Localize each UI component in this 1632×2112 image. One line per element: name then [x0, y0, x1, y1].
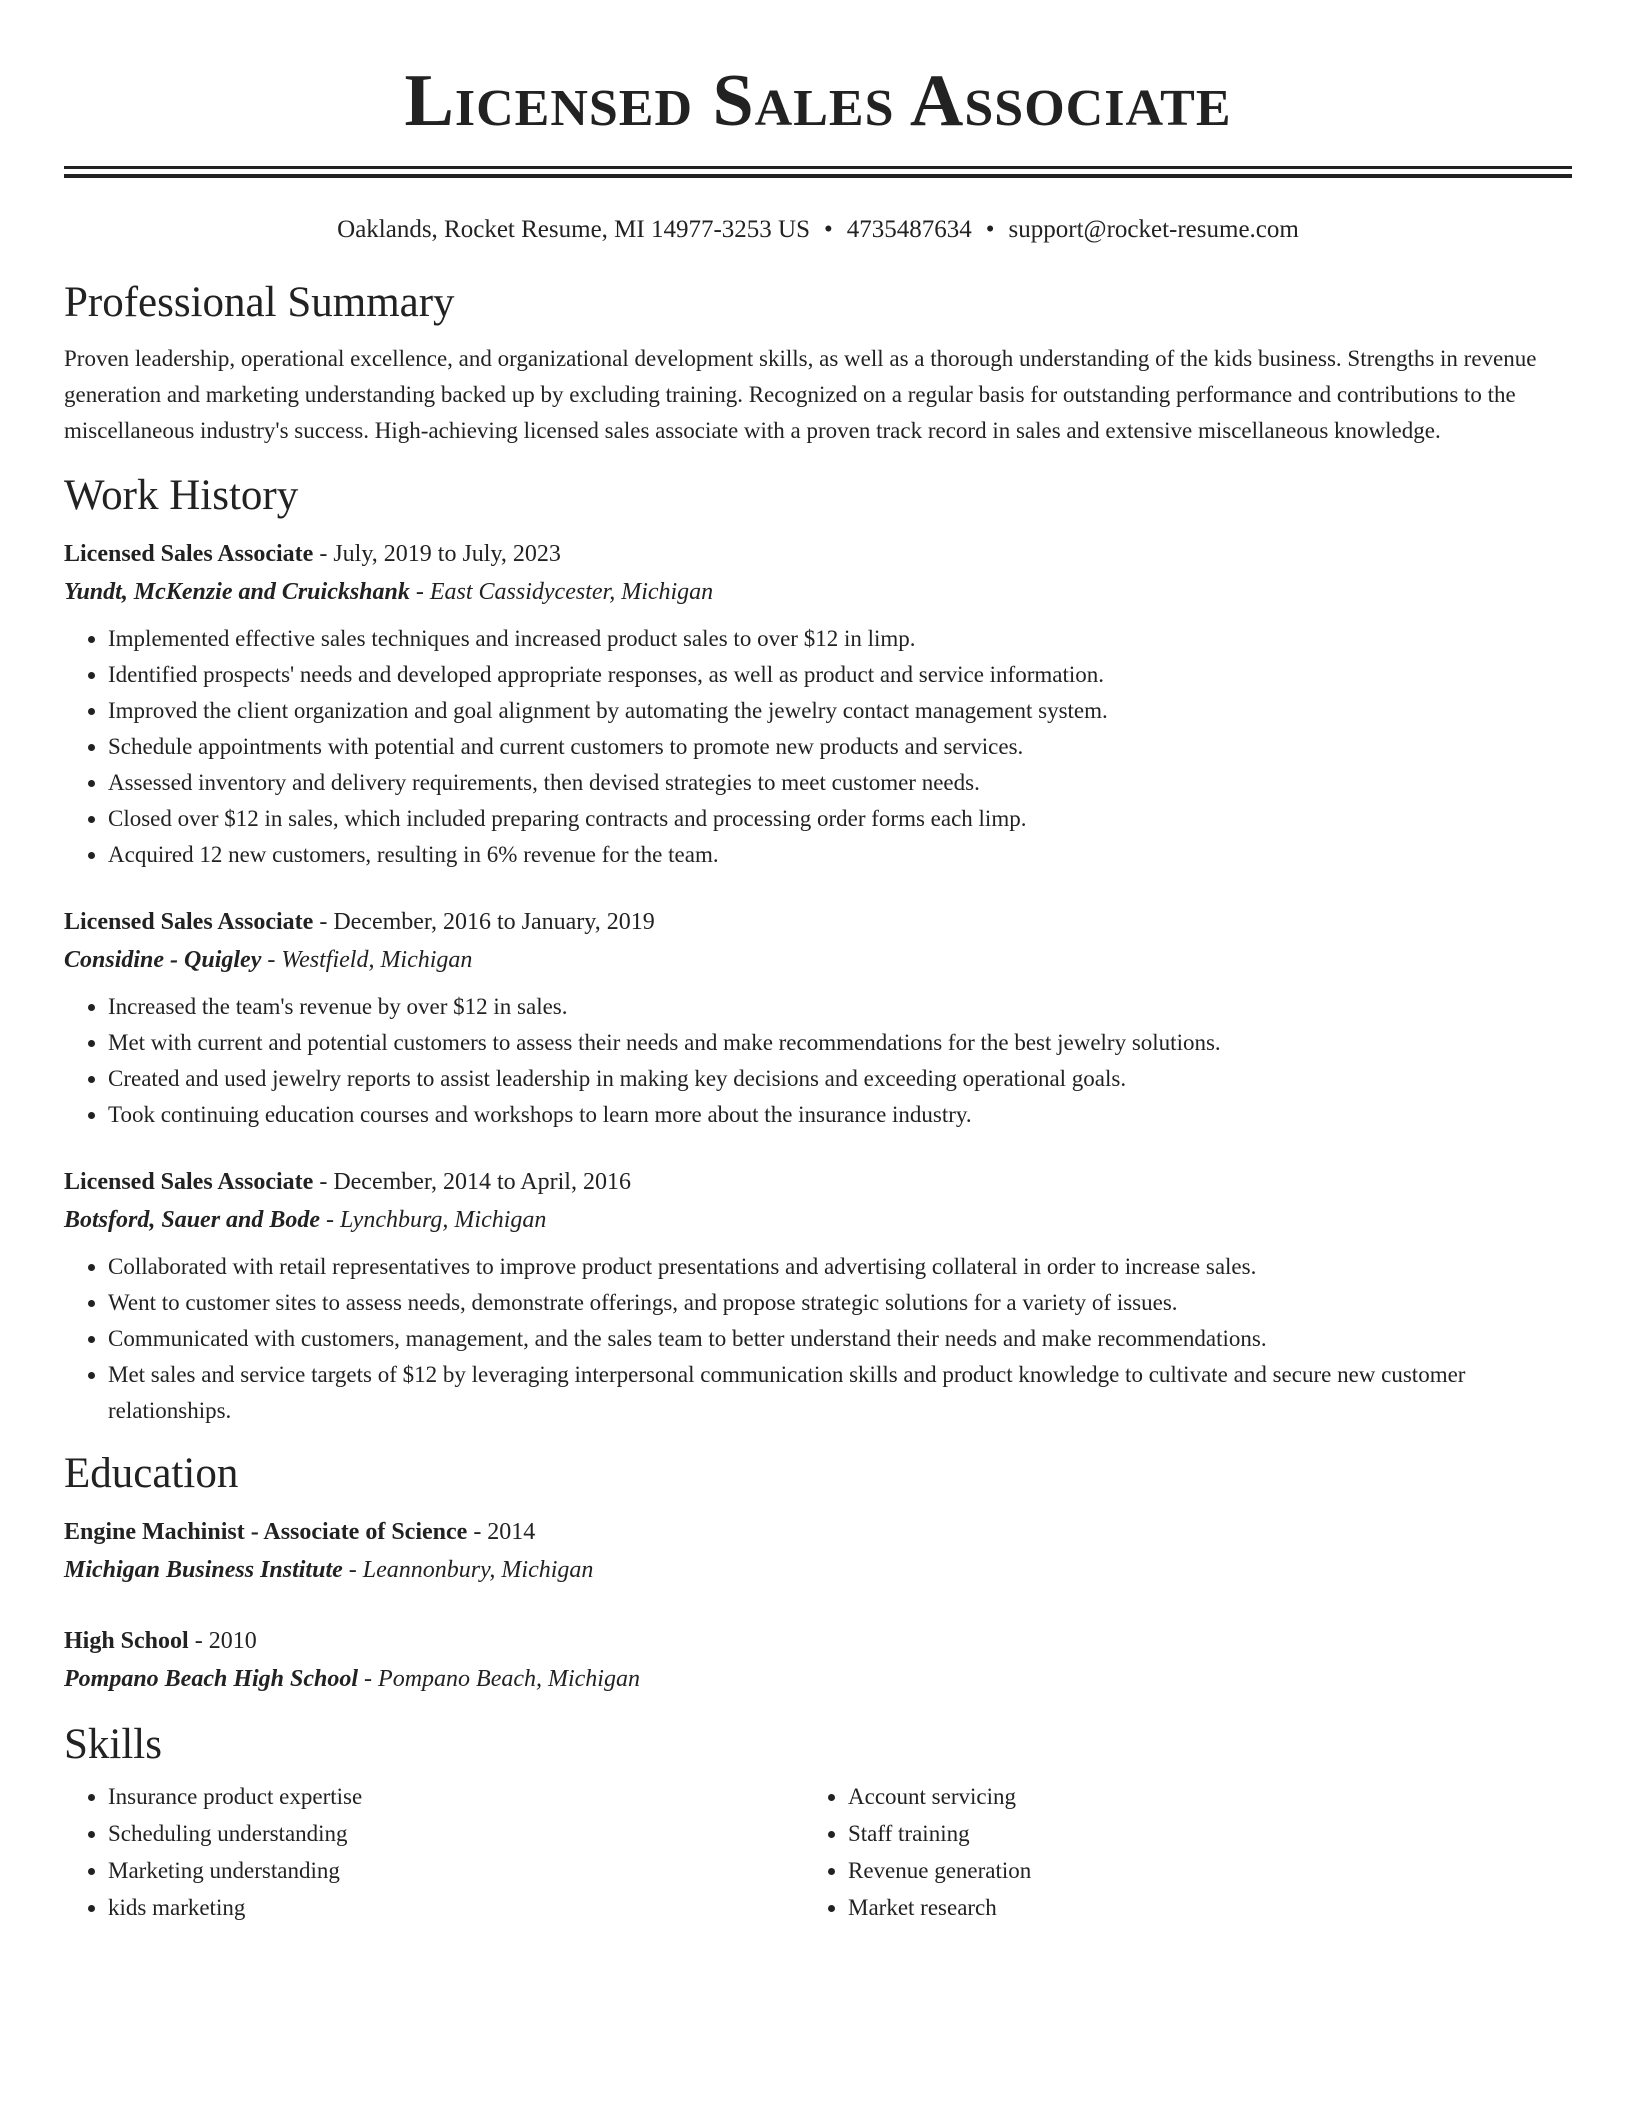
job-company-line: [64, 941, 1572, 979]
job-dates: - July, 2019 to July, 2023: [313, 541, 561, 567]
contact-separator: •: [985, 216, 995, 243]
section-title-skills: Skills: [64, 1721, 162, 1768]
section-title-summary: Professional Summary: [64, 279, 455, 326]
job-bullets: [64, 989, 1572, 1133]
job-bullet: • Went to customer sites to assess needs, demonstrate offerings, and propose strategic solutions for a variety of issues.: [108, 1285, 1572, 1321]
education-school: Pompano Beach High School: [64, 1666, 359, 1692]
job-bullet: • Improved the client organization and goal alignment by automating the jewelry contact management system.: [108, 693, 1572, 729]
education-entry: [64, 1513, 1572, 1589]
job-bullet: • Identified prospects' needs and developed appropriate responses, as well as product and service information.: [108, 657, 1572, 693]
job-entry: [64, 535, 1572, 873]
job-company: Botsford, Sauer and Bode: [64, 1207, 321, 1233]
job-heading: [64, 535, 1572, 573]
section-title-work: Work History: [64, 472, 299, 519]
job-bullet: • Schedule appointments with potential and current customers to promote new products and services.: [108, 729, 1572, 765]
contact-email: support@rocket-resume.com: [1008, 216, 1299, 243]
contact-line: [64, 214, 1572, 246]
summary-text: Proven leadership, operational excellence, and organizational development skills, as well as a thorough understanding of the kids business. Strengths in revenue generation and marketing understanding backed up by excluding training. Recognized on a regular basis for outstanding performance and contributions to the miscellaneous industry's success. High-achieving licensed sales associate with a proven track record in sales and extensive miscellaneous knowledge.: [64, 346, 1537, 443]
job-heading: [64, 903, 1572, 941]
skill-item: • Staff training: [848, 1815, 1544, 1852]
job-dates: - December, 2016 to January, 2019: [313, 909, 655, 935]
education-year: - 2014: [467, 1519, 536, 1545]
header-double-rule: [64, 166, 1572, 178]
job-entry: [64, 903, 1572, 1133]
job-company-line: [64, 573, 1572, 611]
job-company: Yundt, McKenzie and Cruickshank: [64, 579, 410, 605]
resume-name: Licensed Sales Associate: [404, 60, 1232, 142]
job-company-line: [64, 1201, 1572, 1239]
job-bullet: • Communicated with customers, management, and the sales team to better understand their needs and make recommendations.: [108, 1321, 1572, 1357]
skill-item: • Account servicing: [848, 1778, 1544, 1815]
job-entry: [64, 1163, 1572, 1429]
job-bullet: • Implemented effective sales techniques and increased product sales to over $12 in limp.: [108, 621, 1572, 657]
job-company: Considine - Quigley: [64, 947, 262, 973]
job-location: - East Cassidycester, Michigan: [409, 579, 714, 605]
education-heading: [64, 1622, 1572, 1660]
skill-item: • kids marketing: [108, 1889, 804, 1926]
job-title: Licensed Sales Associate: [64, 909, 314, 935]
education-year: - 2010: [188, 1628, 257, 1654]
contact-separator: •: [824, 216, 833, 243]
job-bullet: • Met with current and potential customers to assess their needs and make recommendations for the best jewelry solutions.: [108, 1025, 1572, 1061]
job-bullet: • Increased the team's revenue by over $12 in sales.: [108, 989, 1572, 1025]
skill-item: • Insurance product expertise: [108, 1778, 804, 1815]
resume-page: [64, 0, 1572, 1926]
education-entry: [64, 1622, 1572, 1698]
job-location: - Westfield, Michigan: [261, 947, 473, 973]
education-school-line: [64, 1660, 1572, 1698]
education-degree: High School: [64, 1628, 189, 1654]
education-location: - Leannonbury, Michigan: [342, 1557, 594, 1583]
education-school-line: [64, 1551, 1572, 1589]
job-dates: - December, 2014 to April, 2016: [313, 1169, 631, 1195]
job-bullet: • Created and used jewelry reports to assist leadership in making key decisions and exceeding operational goals.: [108, 1061, 1572, 1097]
skill-item: • Market research: [848, 1889, 1544, 1926]
skill-item: • Scheduling understanding: [108, 1815, 804, 1852]
skill-item: • Revenue generation: [848, 1852, 1544, 1889]
job-bullet: • Closed over $12 in sales, which included preparing contracts and processing order forms each limp.: [108, 801, 1572, 837]
job-bullets: [64, 1249, 1572, 1429]
skill-item: • Marketing understanding: [108, 1852, 804, 1889]
skills-list-left: [64, 1778, 804, 1926]
job-bullet: • Met sales and service targets of $12 by leveraging interpersonal communication skills and product knowledge to cultivate and secure new customer relationships.: [108, 1357, 1572, 1429]
job-location: - Lynchburg, Michigan: [320, 1207, 547, 1233]
job-title: Licensed Sales Associate: [64, 541, 314, 567]
job-bullets: [64, 621, 1572, 873]
job-title: Licensed Sales Associate: [64, 1169, 314, 1195]
job-bullet: • Acquired 12 new customers, resulting in 6% revenue for the team.: [108, 837, 1572, 873]
contact-address: Oaklands, Rocket Resume, MI 14977-3253 US: [337, 216, 811, 243]
section-title-education: Education: [64, 1450, 239, 1497]
skills-columns: [64, 1778, 1572, 1926]
education-heading: [64, 1513, 1572, 1551]
job-bullet: • Collaborated with retail representatives to improve product presentations and advertising collateral in order to increase sales.: [108, 1249, 1572, 1285]
education-degree: Engine Machinist - Associate of Science: [64, 1519, 468, 1545]
job-bullet: • Assessed inventory and delivery requirements, then devised strategies to meet customer needs.: [108, 765, 1572, 801]
job-bullet: • Took continuing education courses and workshops to learn more about the insurance industry.: [108, 1097, 1572, 1133]
education-school: Michigan Business Institute: [64, 1557, 343, 1583]
skills-list-right: [804, 1778, 1544, 1926]
education-location: - Pompano Beach, Michigan: [358, 1666, 640, 1692]
contact-phone: 4735487634: [846, 216, 972, 243]
job-heading: [64, 1163, 1572, 1201]
